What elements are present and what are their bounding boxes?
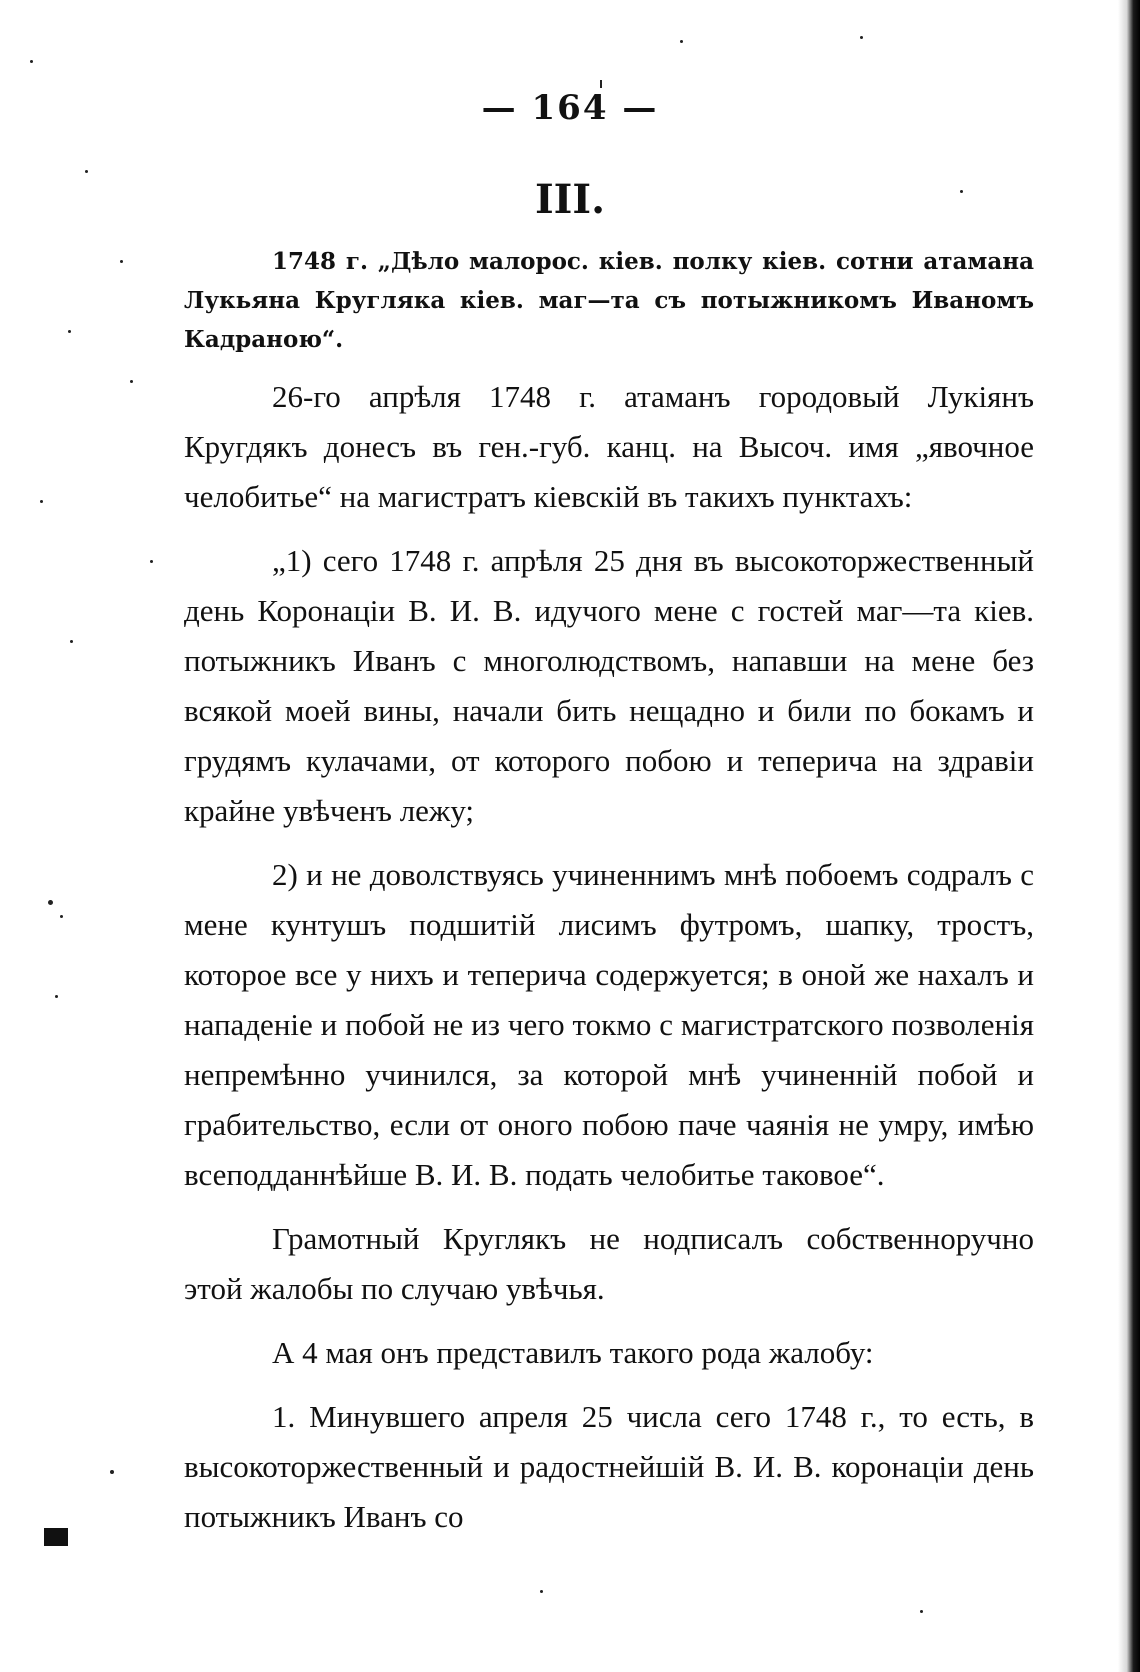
ink-blot: [44, 1528, 68, 1546]
page-number: — 164 —: [481, 88, 659, 128]
document-heading: 1748 г. „Дѣло малорос. кiев. полку кiев. сотни атамана Лукьяна Кругляка кiев. маг—та съ потыжникомъ Иваномъ Кадраною“.: [184, 248, 1034, 353]
page-edge-shadow: [1118, 0, 1140, 1672]
paragraph: А 4 мая онъ представилъ такого рода жалобу:: [272, 1335, 874, 1370]
section-number: III.: [534, 176, 606, 223]
paragraph: „1) сего 1748 г. апрѣля 25 дня въ высокоторжественный день Коронацiи В. И. В. идучого мене с гостей маг—та кiев. потыжникъ Иванъ с многолюдствомъ, напавши на мене без всякой моей вины, начали бить нещадно и били по бокамъ и грудямъ кулачами, от которого побою и теперича на здравiи крайне увѣченъ лежу;: [184, 543, 1034, 828]
paragraph: 1. Минувшего апреля 25 числа сего 1748 г., то есть, в высокоторжественный и радостнейшiй В. И. В. коронацiи день потыжникъ Иванъ со: [184, 1399, 1034, 1534]
document-body: [184, 372, 1034, 1556]
paragraph: Грамотный Круглякъ не нодписалъ собственноручно этой жалобы по случаю увѣчья.: [184, 1221, 1034, 1306]
paragraph: 2) и не доволствуясь учиненнимъ мнѣ побоемъ содралъ с мене кунтушъ подшитiй лисимъ футромъ, шапку, тростъ, которое все у нихъ и теперича содержуется; в оной же нахалъ и нападенiе и побой не из чего токмо с магистратского позволенiя непремѣнно учинился, за которой мнѣ учиненнiй побой и грабительство, если от оного побою паче чаянiя не умру, имѣю всеподданнѣйше В. И. В. подать челобитье таковое“.: [184, 857, 1034, 1192]
paragraph: 26-го апрѣля 1748 г. атаманъ городовый Лукiянъ Кругдякъ донесъ въ ген.-губ. канц. на Высоч. имя „явочное челобитье“ на магистратъ кiевскiй въ такихъ пунктахъ:: [184, 379, 1034, 514]
